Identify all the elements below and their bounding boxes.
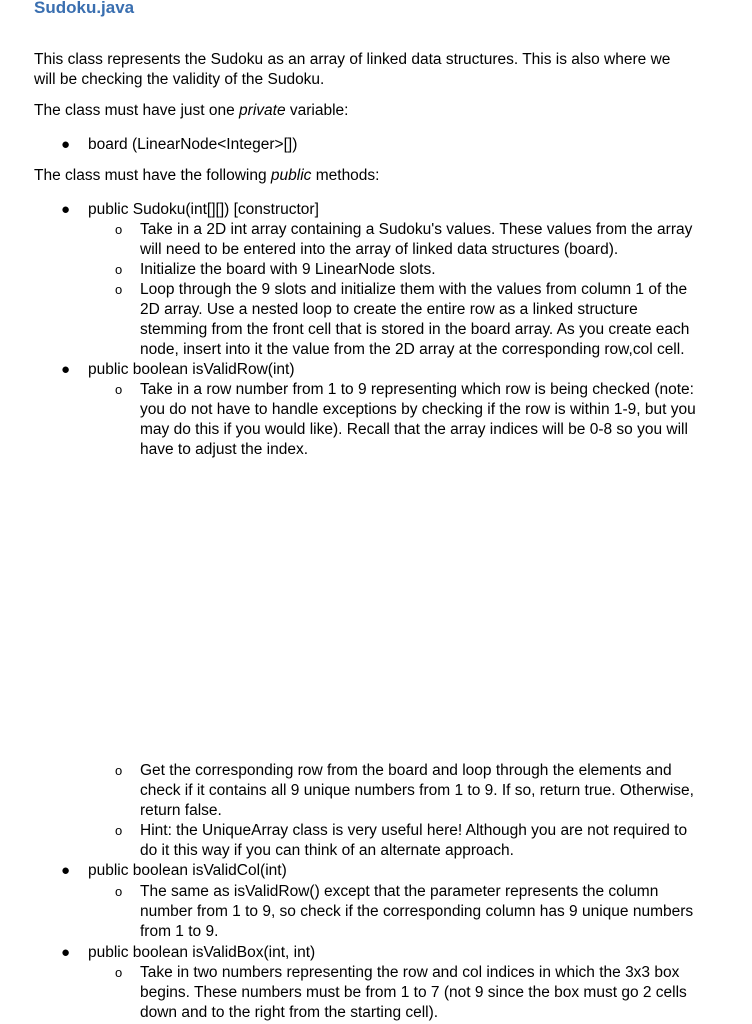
bullet-circle-icon: o: [115, 222, 123, 237]
bullet-dot-icon: ●: [61, 201, 71, 218]
intro-paragraph: This class represents the Sudoku as an array of linked data structures. This is also where we will be checking the validity of the Sudoku.: [34, 51, 671, 88]
private-variable: board (LinearNode<Integer>[]): [88, 136, 298, 153]
bullet-circle-icon: o: [115, 823, 123, 838]
bullet-circle-icon: o: [115, 965, 123, 980]
isvalidbox-label: public boolean isValidBox(int, int): [88, 944, 316, 961]
bullet-dot-icon: ●: [61, 944, 71, 961]
isvalidcol-item-1: o The same as isValidRow() except that the parameter represents the column number from 1 to 9, so check if the corresponding column has 9 unique numbers from 1 to 9.: [115, 883, 694, 940]
constructor-item-1: o Take in a 2D int array containing a Sudoku's values. These values from the array will need to be entered into the array of linked data structures (board).: [115, 221, 693, 258]
method-isvalidcol: [61, 861, 728, 881]
isvalidrow-item-2: o Get the corresponding row from the board and loop through the elements and check if it contains all 9 unique numbers from 1 to 9. If so, return true. Otherwise, return false.: [115, 762, 694, 819]
method-isvalidbox: [61, 943, 728, 963]
isvalidbox-item-1: o Take in two numbers representing the row and col indices in which the 3x3 box begins. These numbers must be from 1 to 7 (not 9 since the box must go 2 cells down and to the right from the starting cell).: [115, 964, 687, 1021]
constructor-label: public Sudoku(int[][]) [constructor]: [88, 201, 319, 218]
method-isvalidrow: [61, 360, 728, 380]
bullet-circle-icon: o: [115, 382, 123, 397]
public-intro: The class must have the following public methods:: [34, 167, 380, 184]
bullet-circle-icon: o: [115, 262, 123, 277]
bullet-circle-icon: o: [115, 763, 123, 778]
private-variable-bullet: [61, 135, 728, 155]
document-title: Sudoku.java: [34, 0, 135, 17]
isvalidcol-label: public boolean isValidCol(int): [88, 862, 287, 879]
bullet-dot-icon: ●: [61, 862, 71, 879]
bullet-circle-icon: o: [115, 282, 123, 297]
private-intro: The class must have just one private variable:: [34, 102, 349, 119]
constructor-item-2: o Initialize the board with 9 LinearNode slots.: [115, 261, 436, 278]
isvalidrow-item-1: o Take in a row number from 1 to 9 representing which row is being checked (note: you do not have to handle exceptions by checking if the row is within 1-9, but you may do this if you would like). Recall that the array indices will be 0-8 so you will have to adjust the index.: [115, 381, 696, 458]
constructor-item-3: o Loop through the 9 slots and initialize them with the values from column 1 of the 2D array. Use a nested loop to create the entire row as a linked structure stemming from the front cell that is stored in the board array. As you create each node, insert into it the value from the 2D array at the corresponding row,col cell.: [115, 281, 690, 358]
method-constructor: [61, 200, 728, 220]
bullet-circle-icon: o: [115, 884, 123, 899]
isvalidrow-label: public boolean isValidRow(int): [88, 361, 295, 378]
bullet-dot-icon: ●: [61, 136, 71, 153]
isvalidrow-item-3: o Hint: the UniqueArray class is very useful here! Although you are not required to do it this way if you can think of an alternate approach.: [115, 822, 688, 859]
bullet-dot-icon: ●: [61, 361, 71, 378]
